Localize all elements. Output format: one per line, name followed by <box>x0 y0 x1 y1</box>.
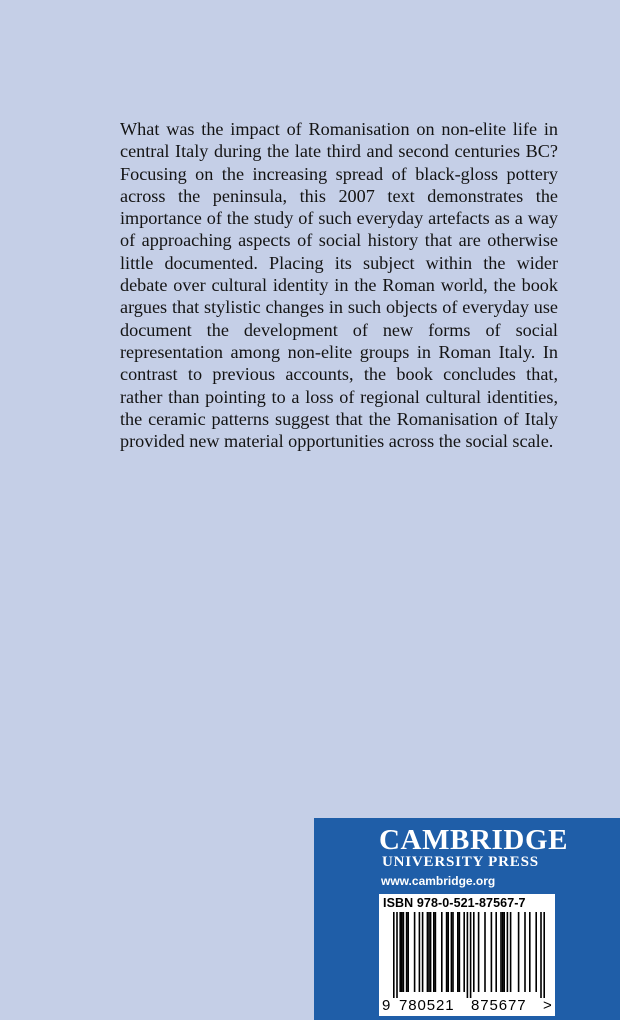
publisher-website: www.cambridge.org <box>381 874 496 888</box>
barcode-bar <box>529 912 531 992</box>
barcode-bar <box>451 912 453 992</box>
barcode-bar <box>441 912 443 992</box>
barcode-bar <box>507 912 509 992</box>
barcode-bar <box>473 912 475 992</box>
barcode-bar <box>427 912 429 992</box>
publisher-panel <box>314 818 620 1020</box>
barcode-bars <box>379 912 555 998</box>
barcode-bar <box>414 912 416 992</box>
barcode-bar <box>452 912 454 992</box>
barcode-guard-bar <box>393 912 395 998</box>
barcode-guard-bar <box>396 912 398 998</box>
barcode-bar <box>503 912 505 992</box>
barcode-bar <box>457 912 459 992</box>
barcode-bar <box>403 912 405 992</box>
barcode-bar <box>419 912 421 992</box>
barcode-bar <box>399 912 401 992</box>
barcode-bar <box>430 912 432 992</box>
publisher-logo-name: CAMBRIDGE <box>379 824 569 856</box>
barcode-bar <box>459 912 461 992</box>
barcode-digits <box>379 996 555 1016</box>
barcode-bar <box>518 912 520 992</box>
barcode-bar <box>484 912 486 992</box>
barcode-bar <box>401 912 403 992</box>
barcode-bar <box>435 912 437 992</box>
barcode-bar <box>446 912 448 992</box>
barcode-bar <box>502 912 504 992</box>
barcode-bar <box>406 912 408 992</box>
barcode-bar <box>524 912 526 992</box>
isbn-barcode <box>379 894 555 1016</box>
barcode-bar <box>407 912 409 992</box>
barcode-left-group: 780521 <box>399 997 455 1014</box>
barcode-bar <box>491 912 493 992</box>
barcode-bar <box>428 912 430 992</box>
back-cover-blurb: What was the impact of Romanisation on non-elite life in central Italy during the late third and second centuries BC? Focusing on the increasing spread of black-gloss pottery across the peninsula, this 2007 text demonstrates the importance of the study of such everyday artefacts as a way of approaching aspects of social history that are otherwise little documented. Placing its subject within the wider debate over cultural identity in the Roman world, the book argues that stylistic changes in such objects of everyday use document the development of new forms of social representation among non-elite groups in Roman Italy. In contrast to previous accounts, the book concludes that, rather than pointing to a loss of regional cultural identities, the ceramic patterns suggest that the Romanisation of Italy provided new material opportunities across the social scale. <box>120 119 558 452</box>
isbn-label: ISBN 978-0-521-87567-7 <box>383 896 526 910</box>
publisher-logo-subtitle: UNIVERSITY PRESS <box>382 854 539 870</box>
barcode-bar <box>510 912 512 992</box>
barcode-bar <box>447 912 449 992</box>
barcode-bar <box>422 912 424 992</box>
barcode-bar <box>463 912 465 992</box>
barcode-bar <box>495 912 497 992</box>
barcode-guard-bar <box>470 912 472 998</box>
barcode-bar <box>433 912 435 992</box>
barcode-guard-bar <box>540 912 542 998</box>
barcode-right-group: 875677 <box>471 997 527 1014</box>
barcode-guard-bar <box>543 912 545 998</box>
barcode-lead-digit: 9 <box>382 997 392 1014</box>
barcode-quiet-zone-mark: > <box>543 997 553 1014</box>
barcode-bar <box>535 912 537 992</box>
barcode-bar <box>478 912 480 992</box>
barcode-guard-bar <box>467 912 469 998</box>
barcode-bar <box>500 912 502 992</box>
